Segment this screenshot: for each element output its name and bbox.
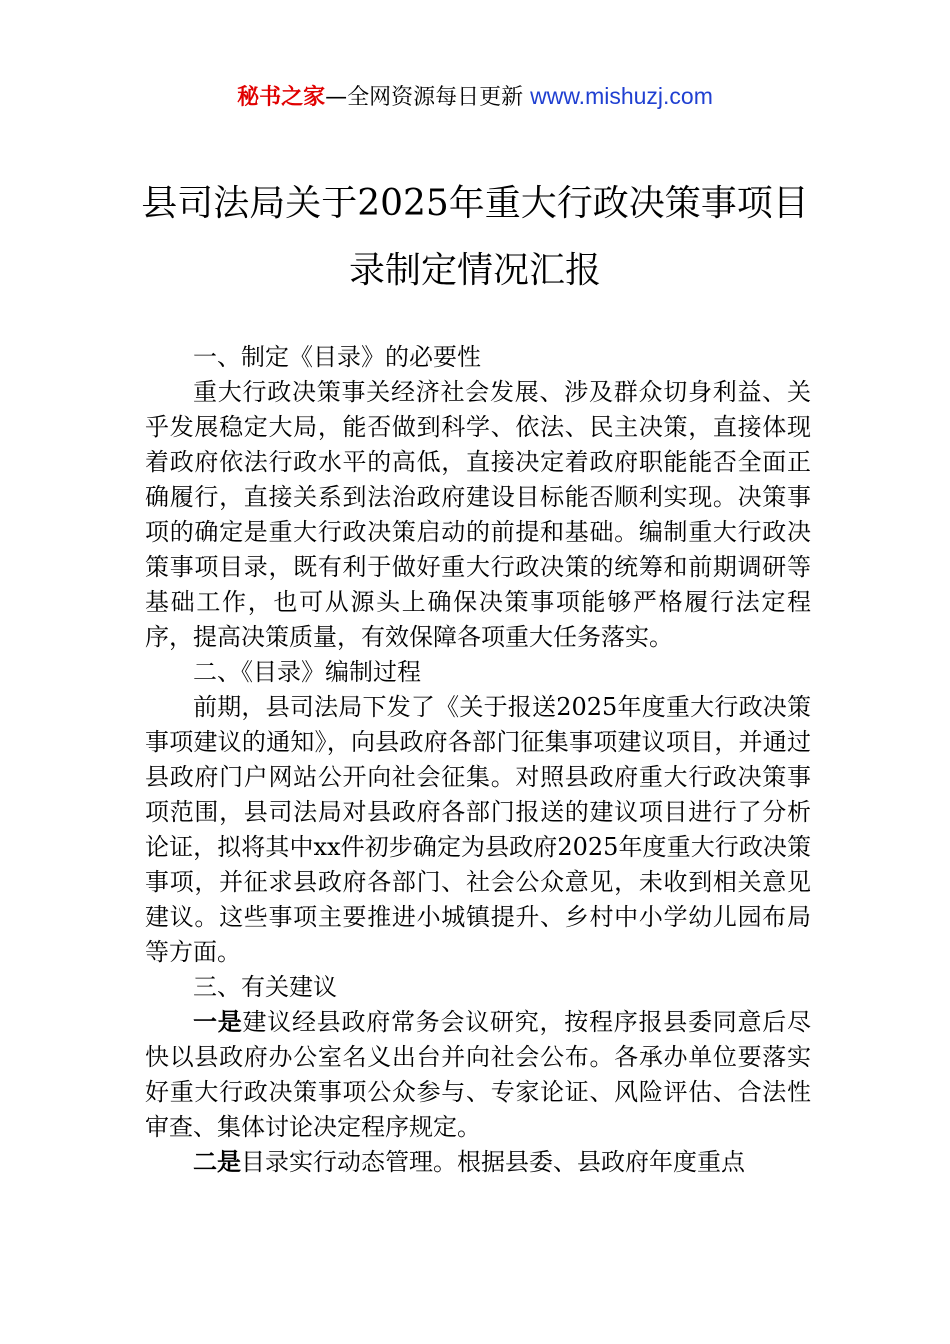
section-3-heading: 三、有关建议 bbox=[193, 973, 337, 1001]
section-2-paragraph: 前期，县司法局下发了《关于报送2025年度重大行政决策事项建议的通知》，向县政府各部门征集事项建议项目，并通过县政府门户网站公开向社会征集。对照县政府重大行政决策事项范围，县司法局对县政府各部门报送的建议项目进行了分析论证，拟将其中xx件初步确定为县政府2025年度重大行政决策事项，并征求县政府各部门、社会公众意见，未收到相关意见建议。这些事项主要推进小城镇提升、乡村中小学幼儿园布局等方面。 bbox=[145, 693, 811, 966]
section-3-paragraph-1-lead: 一是 bbox=[193, 1008, 243, 1036]
document-body bbox=[145, 340, 811, 1180]
site-tagline: —全网资源每日更新 bbox=[325, 85, 531, 110]
document-title bbox=[130, 170, 820, 304]
document-title-line-1: 县司法局关于2025年重大行政决策事项目 bbox=[141, 183, 809, 224]
section-3-paragraph-2 bbox=[145, 1145, 811, 1180]
document-title-line-2: 录制定情况汇报 bbox=[348, 250, 601, 291]
section-2-heading: 二、《目录》编制过程 bbox=[193, 658, 421, 686]
section-1-heading: 一、制定《目录》的必要性 bbox=[193, 343, 481, 371]
section-3-paragraph-1-text: 建议经县政府常务会议研究，按程序报县委同意后尽快以县政府办公室名义出台并向社会公布。各承办单位要落实好重大行政决策事项公众参与、专家论证、风险评估、合法性审查、集体讨论决定程序规定。 bbox=[145, 1008, 811, 1141]
section-3-paragraph-1 bbox=[145, 1005, 811, 1145]
section-3-paragraph-2-text: 目录实行动态管理。根据县委、县政府年度重点 bbox=[241, 1148, 745, 1176]
site-header-banner bbox=[0, 80, 950, 114]
section-3-paragraph-2-lead: 二是 bbox=[193, 1148, 241, 1176]
site-name: 秘书之家 bbox=[237, 85, 326, 110]
section-1-paragraph: 重大行政决策事关经济社会发展、涉及群众切身利益、关乎发展稳定大局，能否做到科学、依法、民主决策，直接体现着政府依法行政水平的高低，直接决定着政府职能能否全面正确履行，直接关系到法治政府建设目标能否顺利实现。决策事项的确定是重大行政决策启动的前提和基础。编制重大行政决策事项目录，既有利于做好重大行政决策的统筹和前期调研等基础工作，也可从源头上确保决策事项能够严格履行法定程序，提高决策质量，有效保障各项重大任务落实。 bbox=[145, 378, 811, 651]
site-url-link[interactable]: www.mishuzj.com bbox=[530, 83, 713, 109]
